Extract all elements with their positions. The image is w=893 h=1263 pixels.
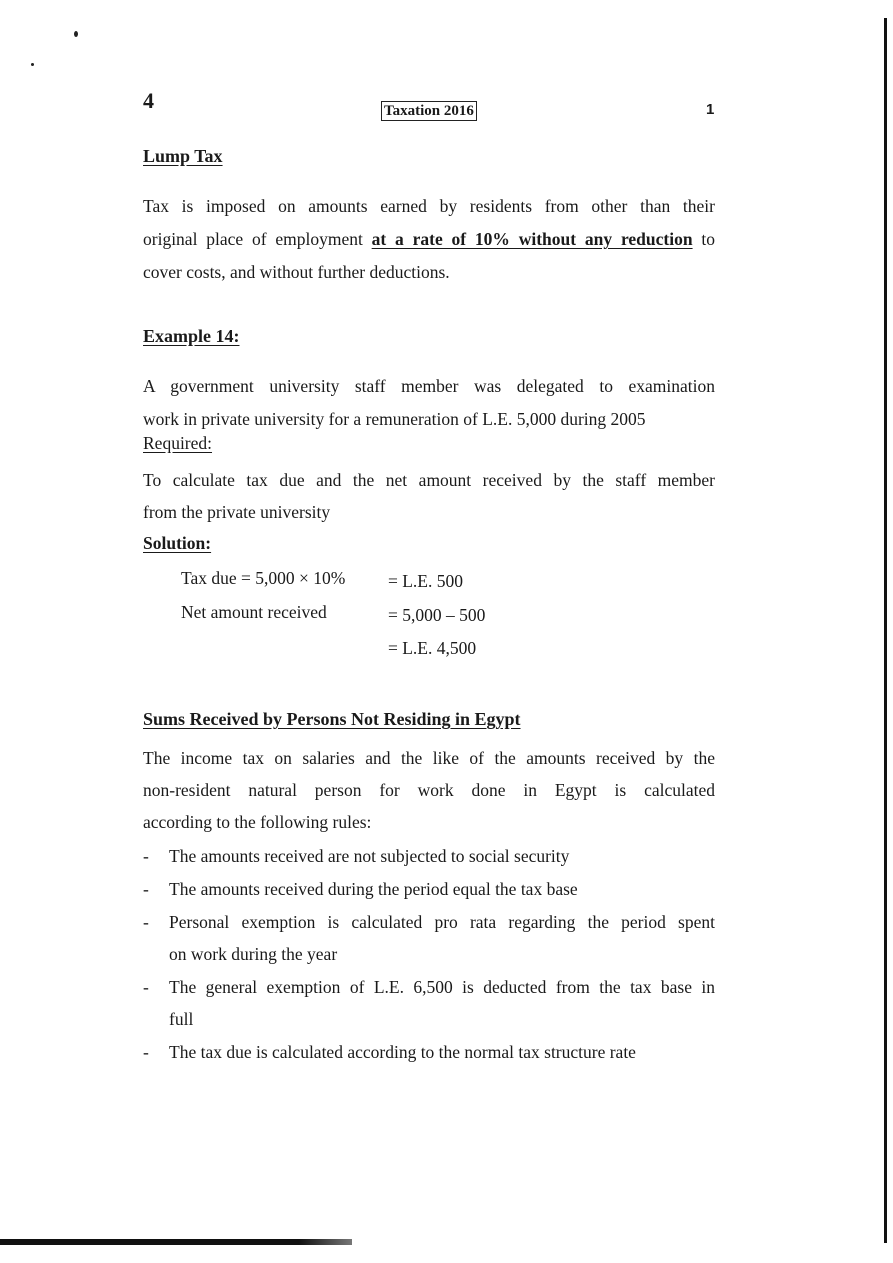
paragraph-line: according to the following rules: bbox=[143, 812, 372, 832]
dash-bullet: - bbox=[143, 846, 149, 866]
rule-text: The general exemption of L.E. 6,500 is deducted from the tax base in bbox=[169, 977, 715, 997]
dash-bullet: - bbox=[143, 977, 149, 997]
header-right-mark: 1 bbox=[706, 101, 715, 118]
rule-text: full bbox=[169, 1009, 194, 1029]
scan-speck bbox=[31, 63, 34, 66]
paragraph-line: To calculate tax due and the net amount received by the staff member bbox=[143, 470, 715, 490]
required-paragraph bbox=[143, 464, 715, 528]
page-number: 4 bbox=[143, 88, 154, 113]
rules-list bbox=[143, 840, 715, 1069]
rule-text: The tax due is calculated according to the normal tax structure rate bbox=[169, 1042, 636, 1062]
text-run: to bbox=[692, 229, 716, 249]
paragraph-line: work in private university for a remuneration of L.E. 5,000 during 2005 bbox=[143, 409, 646, 429]
paragraph-line: The income tax on salaries and the like of the amounts received by the bbox=[143, 748, 715, 768]
dash-bullet: - bbox=[143, 1042, 149, 1062]
list-item bbox=[143, 971, 715, 1035]
list-item bbox=[143, 840, 715, 872]
calc-tax-due-value: = L.E. 500 bbox=[388, 571, 463, 591]
rate-highlight: at a rate of 10% without any reduction bbox=[371, 229, 693, 249]
scan-speck bbox=[74, 31, 78, 37]
calc-net-amount-label: Net amount received bbox=[181, 602, 327, 622]
rule-text: on work during the year bbox=[169, 944, 338, 964]
example-paragraph bbox=[143, 370, 715, 436]
lump-tax-heading: Lump Tax bbox=[143, 146, 223, 166]
non-residents-paragraph bbox=[143, 742, 715, 838]
paragraph-line: from the private university bbox=[143, 502, 331, 522]
scan-right-edge-line bbox=[884, 18, 887, 1243]
list-item bbox=[143, 1036, 715, 1068]
lump-tax-paragraph bbox=[143, 190, 715, 289]
paragraph-line: Tax is imposed on amounts earned by residents from other than their bbox=[143, 196, 715, 216]
scan-bottom-edge-line bbox=[0, 1239, 352, 1245]
list-item bbox=[143, 873, 715, 905]
paragraph-line bbox=[143, 223, 715, 256]
rule-text: The amounts received during the period equal the tax base bbox=[169, 879, 578, 899]
non-residents-heading: Sums Received by Persons Not Residing in Egypt bbox=[143, 709, 521, 729]
solution-label: Solution: bbox=[143, 533, 212, 553]
text-run: original place of employment bbox=[143, 229, 372, 249]
dash-bullet: - bbox=[143, 879, 149, 899]
calc-net-amount-value: = 5,000 – 500 bbox=[388, 605, 486, 625]
required-label: Required: bbox=[143, 433, 213, 453]
paragraph-line: cover costs, and without further deductions. bbox=[143, 262, 450, 282]
calc-tax-due-label: Tax due = 5,000 × 10% bbox=[181, 568, 346, 588]
paragraph-line: non-resident natural person for work done in Egypt is calculated bbox=[143, 780, 715, 800]
list-item bbox=[143, 906, 715, 970]
dash-bullet: - bbox=[143, 912, 149, 932]
running-header-title: Taxation 2016 bbox=[381, 101, 477, 121]
calc-net-amount-result: = L.E. 4,500 bbox=[388, 638, 477, 658]
rule-text: The amounts received are not subjected to social security bbox=[169, 846, 570, 866]
rule-text: Personal exemption is calculated pro rata regarding the period spent bbox=[169, 912, 715, 932]
example-heading: Example 14: bbox=[143, 326, 240, 346]
paragraph-line: A government university staff member was delegated to examination bbox=[143, 376, 715, 396]
